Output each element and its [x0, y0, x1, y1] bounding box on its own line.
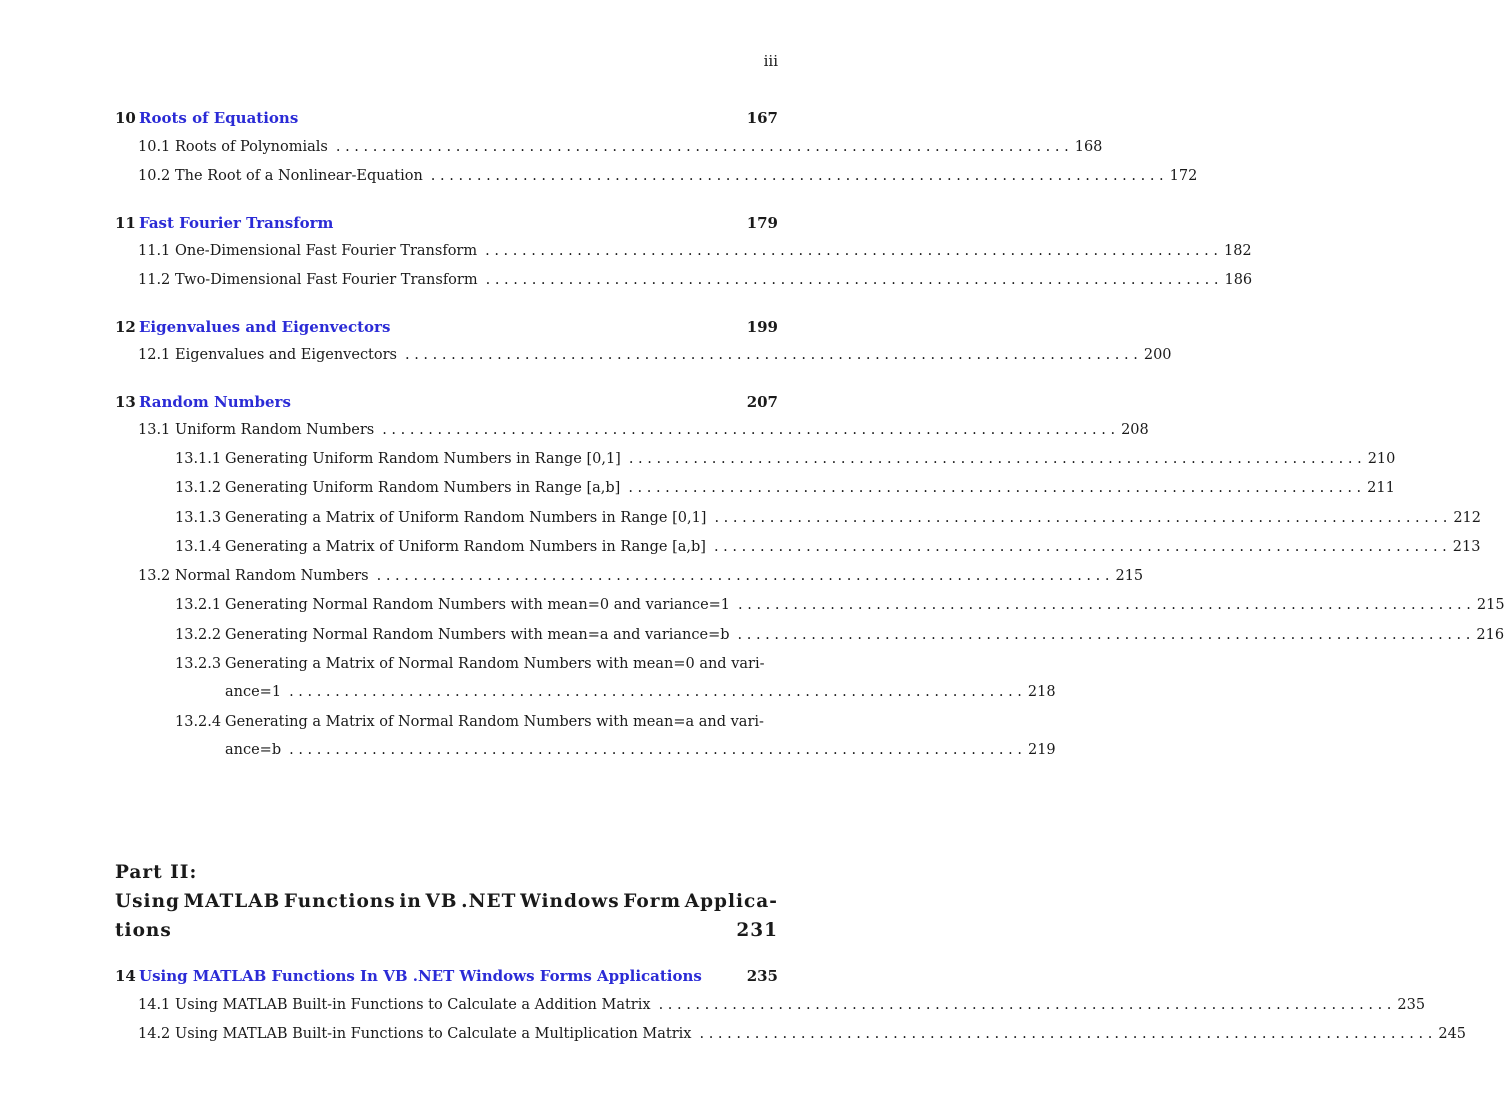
toc-section-14-1[interactable]: [138, 997, 1426, 1013]
toc-subsection-13-2-3[interactable]: [175, 656, 778, 672]
section-title: Uniform Random Numbers: [175, 422, 375, 438]
section-title: One-Dimensional Fast Fourier Transform: [175, 243, 478, 259]
chapter-page: 179: [746, 214, 778, 232]
toc-chapter-12[interactable]: [115, 318, 778, 336]
toc-subsection-13-2-3-continued[interactable]: [225, 684, 1056, 700]
subsection-number: 13.1.1: [175, 451, 222, 467]
leader-dots: . . . . . . . . . . . . . . . . . . . . . . . . . . . . . . . . . . . . . . . . . . . . . . . . . . . . . . . . . . . . . . . . . . . . . . . . . . . . . . . .: [714, 510, 1448, 526]
part-title-word: Using: [115, 891, 180, 912]
leader-dots: . . . . . . . . . . . . . . . . . . . . . . . . . . . . . . . . . . . . . . . . . . . . . . . . . . . . . . . . . . . . . . . . . . . . . . . . . . . . . . . .: [737, 627, 1471, 643]
toc-section-10-2[interactable]: [138, 168, 1198, 184]
part-title-line1: [115, 891, 778, 912]
leader-dots: . . . . . . . . . . . . . . . . . . . . . . . . . . . . . . . . . . . . . . . . . . . . . . . . . . . . . . . . . . . . . . . . . . . . . . . . . . . . . . . .: [628, 451, 1362, 467]
section-title: Using MATLAB Built-in Functions to Calculate a Addition Matrix: [175, 997, 651, 1013]
toc-subsection-13-1-3[interactable]: [175, 510, 1482, 526]
section-number: 13.2: [138, 568, 171, 584]
subsection-title-line1: Generating a Matrix of Normal Random Numbers with mean=0 and vari-: [225, 656, 765, 672]
leader-dots: . . . . . . . . . . . . . . . . . . . . . . . . . . . . . . . . . . . . . . . . . . . . . . . . . . . . . . . . . . . . . . . . . . . . . . . . . . . . . . . .: [485, 272, 1219, 288]
chapter-title-link[interactable]: Using MATLAB Functions In VB .NET Windows Forms Applications: [139, 967, 702, 985]
toc-chapter-14[interactable]: [115, 967, 778, 985]
leader-dots: . . . . . . . . . . . . . . . . . . . . . . . . . . . . . . . . . . . . . . . . . . . . . . . . . . . . . . . . . . . . . . . . . . . . . . . . . . . . . . . .: [430, 168, 1164, 184]
section-number: 12.1: [138, 347, 171, 363]
chapter-title-link[interactable]: Fast Fourier Transform: [139, 214, 334, 232]
leader-dots: . . . . . . . . . . . . . . . . . . . . . . . . . . . . . . . . . . . . . . . . . . . . . . . . . . . . . . . . . . . . . . . . . . . . . . . . . . . . . . . .: [405, 347, 1138, 363]
leader-dots: . . . . . . . . . . . . . . . . . . . . . . . . . . . . . . . . . . . . . . . . . . . . . . . . . . . . . . . . . . . . . . . . . . . . . . . . . . . . . . . .: [335, 139, 1069, 155]
subsection-page: 212: [1453, 510, 1482, 526]
toc-subsection-13-1-1[interactable]: [175, 451, 1396, 467]
chapter-number: 13: [115, 393, 136, 411]
toc-chapter-10[interactable]: [115, 109, 778, 127]
leader-dots: . . . . . . . . . . . . . . . . . . . . . . . . . . . . . . . . . . . . . . . . . . . . . . . . . . . . . . . . . . . . . . . . . . . . . . . . . . . . . . . .: [628, 480, 1362, 496]
subsection-page: 210: [1367, 451, 1396, 467]
chapter-number: 14: [115, 967, 136, 985]
leader-dots: . . . . . . . . . . . . . . . . . . . . . . . . . . . . . . . . . . . . . . . . . . . . . . . . . . . . . . . . . . . . . . . . . . . . . . . . . . . . . . . .: [485, 243, 1218, 259]
toc-section-11-1[interactable]: [138, 243, 1252, 259]
section-title: Normal Random Numbers: [175, 568, 369, 584]
section-number: 13.1: [138, 422, 171, 438]
section-number: 11.2: [138, 272, 171, 288]
chapter-title-link[interactable]: Random Numbers: [139, 393, 291, 411]
subsection-page: 219: [1027, 742, 1056, 758]
part-title-word: Form: [623, 891, 682, 912]
part-page: 231: [736, 920, 778, 941]
chapter-page: 235: [746, 967, 778, 985]
chapter-number: 12: [115, 318, 136, 336]
part-title-word: .NET: [461, 891, 517, 912]
subsection-number: 13.2.1: [175, 597, 222, 613]
subsection-title-line2: ance=1: [225, 684, 282, 700]
section-number: 10.2: [138, 168, 171, 184]
subsection-number: 13.2.2: [175, 627, 222, 643]
chapter-page: 199: [746, 318, 778, 336]
subsection-number: 13.2.3: [175, 656, 222, 672]
part-title-word: VB: [425, 891, 458, 912]
section-page: 168: [1074, 139, 1103, 155]
leader-dots: . . . . . . . . . . . . . . . . . . . . . . . . . . . . . . . . . . . . . . . . . . . . . . . . . . . . . . . . . . . . . . . . . . . . . . . . . . . . . . . .: [658, 997, 1392, 1013]
section-page: 235: [1397, 997, 1426, 1013]
toc-chapter-13[interactable]: [115, 393, 778, 411]
subsection-page: 216: [1476, 627, 1505, 643]
chapter-number: 10: [115, 109, 136, 127]
leader-dots: . . . . . . . . . . . . . . . . . . . . . . . . . . . . . . . . . . . . . . . . . . . . . . . . . . . . . . . . . . . . . . . . . . . . . . . . . . . . . . . .: [713, 539, 1447, 555]
toc-section-13-2[interactable]: [138, 568, 1144, 584]
chapter-title-link[interactable]: Eigenvalues and Eigenvectors: [139, 318, 391, 336]
subsection-title: Generating Normal Random Numbers with mean=0 and variance=1: [225, 597, 731, 613]
part-title-word: Applica-: [684, 891, 778, 912]
section-page: 215: [1115, 568, 1144, 584]
subsection-title: Generating Uniform Random Numbers in Range [0,1]: [225, 451, 621, 467]
leader-dots: . . . . . . . . . . . . . . . . . . . . . . . . . . . . . . . . . . . . . . . . . . . . . . . . . . . . . . . . . . . . . . . . . . . . . . . . . . . . . . . .: [699, 1026, 1433, 1042]
leader-dots: . . . . . . . . . . . . . . . . . . . . . . . . . . . . . . . . . . . . . . . . . . . . . . . . . . . . . . . . . . . . . . . . . . . . . . . . . . . . . . . .: [376, 568, 1110, 584]
subsection-number: 13.1.2: [175, 480, 222, 496]
subsection-page: 218: [1027, 684, 1056, 700]
page-number: iii: [763, 52, 778, 70]
section-number: 10.1: [138, 139, 171, 155]
toc-subsection-13-2-4-continued[interactable]: [225, 742, 1056, 758]
part-title-end: tions: [115, 920, 172, 941]
leader-dots: . . . . . . . . . . . . . . . . . . . . . . . . . . . . . . . . . . . . . . . . . . . . . . . . . . . . . . . . . . . . . . . . . . . . . . . . . . . . . . . .: [382, 422, 1116, 438]
subsection-page: 211: [1367, 480, 1395, 496]
section-title: Eigenvalues and Eigenvectors: [175, 347, 397, 363]
chapter-number: 11: [115, 214, 136, 232]
toc-subsection-13-2-4[interactable]: [175, 714, 778, 730]
toc-section-13-1[interactable]: [138, 422, 1149, 438]
chapter-title-link[interactable]: Roots of Equations: [139, 109, 299, 127]
part-title-word: in: [399, 891, 422, 912]
section-title: Roots of Polynomials: [175, 139, 328, 155]
section-title: Using MATLAB Built-in Functions to Calculate a Multiplication Matrix: [175, 1026, 692, 1042]
part-title-line2: [115, 920, 778, 941]
leader-dots: . . . . . . . . . . . . . . . . . . . . . . . . . . . . . . . . . . . . . . . . . . . . . . . . . . . . . . . . . . . . . . . . . . . . . . . . . . . . . . . .: [738, 597, 1471, 613]
part-title-word: Windows: [520, 891, 620, 912]
toc-subsection-13-2-2[interactable]: [175, 627, 1505, 643]
subsection-page: 213: [1452, 539, 1481, 555]
toc-section-12-1[interactable]: [138, 347, 1172, 363]
subsection-title-line1: Generating a Matrix of Normal Random Numbers with mean=a and vari-: [225, 714, 764, 730]
toc-section-11-2[interactable]: [138, 272, 1253, 288]
toc-subsection-13-2-1[interactable]: [175, 597, 1505, 613]
chapter-page: 207: [746, 393, 778, 411]
section-page: 208: [1121, 422, 1149, 438]
toc-chapter-11[interactable]: [115, 214, 778, 232]
section-number: 14.1: [138, 997, 171, 1013]
toc-section-14-2[interactable]: [138, 1026, 1467, 1042]
part-title-word: MATLAB: [183, 891, 281, 912]
toc-section-10-1[interactable]: [138, 139, 1103, 155]
part-title-word: Functions: [283, 891, 396, 912]
subsection-number: 13.1.4: [175, 539, 222, 555]
subsection-title-line2: ance=b: [225, 742, 282, 758]
subsection-number: 13.1.3: [175, 510, 222, 526]
toc-subsection-13-1-2[interactable]: [175, 480, 1395, 496]
subsection-title: Generating Normal Random Numbers with mean=a and variance=b: [225, 627, 730, 643]
section-page: 182: [1223, 243, 1252, 259]
section-page: 172: [1169, 168, 1198, 184]
section-number: 11.1: [138, 243, 171, 259]
leader-dots: . . . . . . . . . . . . . . . . . . . . . . . . . . . . . . . . . . . . . . . . . . . . . . . . . . . . . . . . . . . . . . . . . . . . . . . . . . . . . . . .: [289, 684, 1022, 700]
subsection-number: 13.2.4: [175, 714, 222, 730]
section-page: 200: [1143, 347, 1172, 363]
subsection-title: Generating a Matrix of Uniform Random Numbers in Range [a,b]: [225, 539, 706, 555]
section-title: The Root of a Nonlinear-Equation: [175, 168, 423, 184]
subsection-page: 215: [1476, 597, 1505, 613]
section-number: 14.2: [138, 1026, 171, 1042]
section-page: 245: [1438, 1026, 1467, 1042]
toc-subsection-13-1-4[interactable]: [175, 539, 1481, 555]
section-title: Two-Dimensional Fast Fourier Transform: [175, 272, 478, 288]
chapter-page: 167: [746, 109, 778, 127]
subsection-title: Generating a Matrix of Uniform Random Numbers in Range [0,1]: [225, 510, 707, 526]
part-label: Part II:: [115, 862, 198, 883]
subsection-title: Generating Uniform Random Numbers in Range [a,b]: [225, 480, 621, 496]
section-page: 186: [1224, 272, 1253, 288]
leader-dots: . . . . . . . . . . . . . . . . . . . . . . . . . . . . . . . . . . . . . . . . . . . . . . . . . . . . . . . . . . . . . . . . . . . . . . . . . . . . . . . .: [289, 742, 1022, 758]
